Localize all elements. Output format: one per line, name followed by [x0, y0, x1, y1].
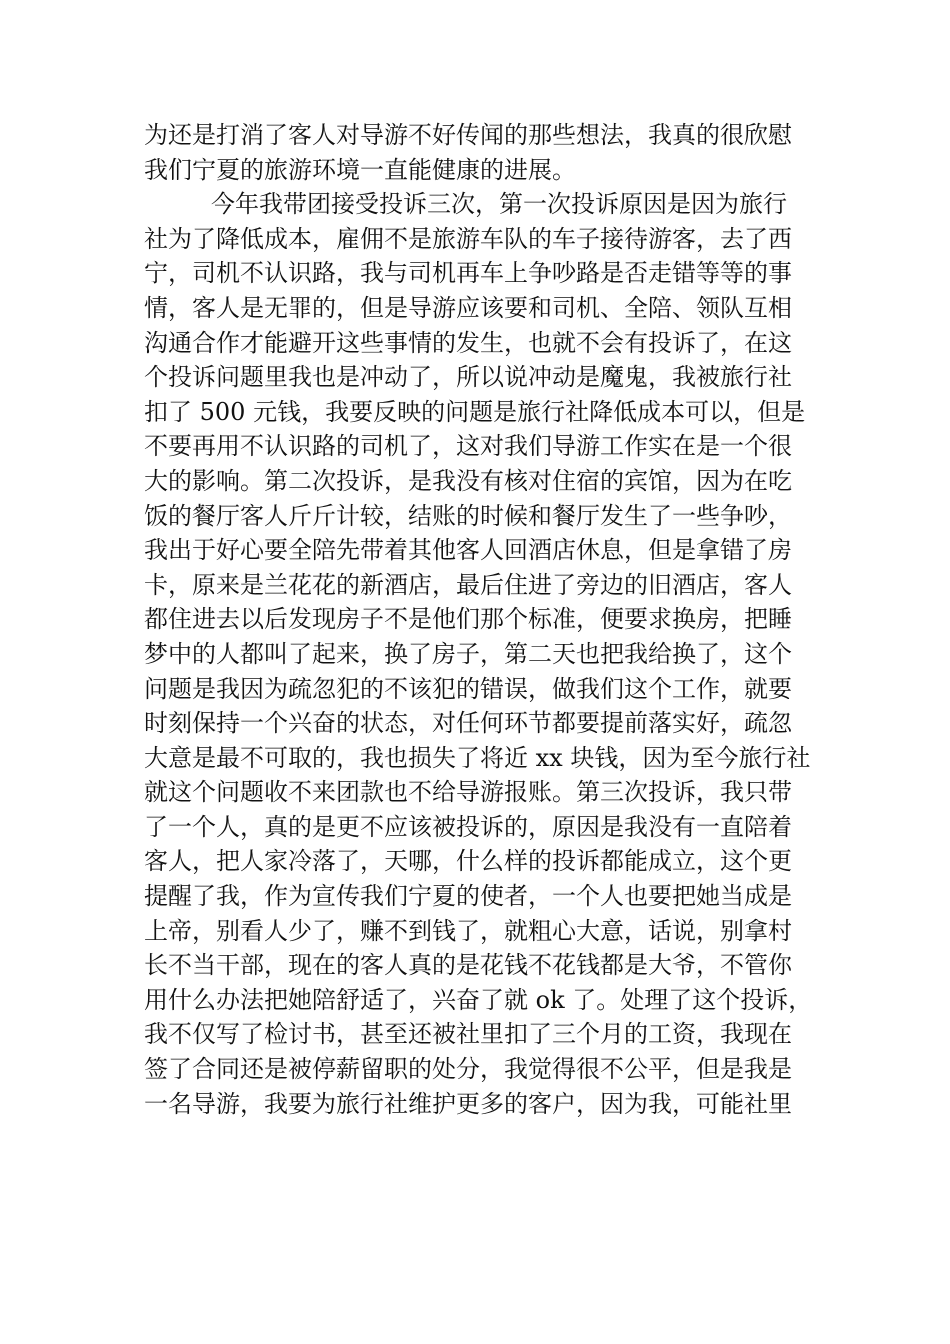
text-line: 沟通合作才能避开这些事情的发生，也就不会有投诉了，在这	[144, 328, 792, 357]
text-line: 情，客人是无罪的，但是导游应该要和司机、全陪、领队互相	[144, 293, 792, 322]
text-line: 就这个问题收不来团款也不给导游报账。第三次投诉，我只带	[144, 778, 792, 807]
text-line: 用什么办法把她陪舒适了，兴奋了就 ok 了。处理了这个投诉，	[144, 985, 813, 1014]
text-line: 扣了 500 元钱，我要反映的问题是旅行社降低成本可以，但是	[144, 397, 806, 426]
text-line: 卡，原来是兰花花的新酒店，最后住进了旁边的旧酒店，客人	[144, 570, 792, 599]
text-line: 大意是最不可取的，我也损失了将近 xx 块钱，因为至今旅行社	[144, 743, 811, 772]
text-line: 问题是我因为疏忽犯的不该犯的错误，做我们这个工作，就要	[144, 674, 792, 703]
text-line: 我们宁夏的旅游环境一直能健康的进展。	[144, 155, 576, 184]
text-line: 长不当干部，现在的客人真的是花钱不花钱都是大爷，不管你	[144, 951, 792, 980]
text-line: 社为了降低成本，雇佣不是旅游车队的车子接待游客，去了西	[144, 224, 792, 253]
text-line: 提醒了我，作为宣传我们宁夏的使者，一个人也要把她当成是	[144, 882, 792, 911]
text-line: 梦中的人都叫了起来，换了房子，第二天也把我给换了，这个	[144, 639, 792, 668]
text-line: 时刻保持一个兴奋的状态，对任何环节都要提前落实好，疏忽	[144, 709, 792, 738]
text-line: 签了合同还是被停薪留职的处分，我觉得很不公平，但是我是	[144, 1055, 792, 1084]
text-line: 我出于好心要全陪先带着其他客人回酒店休息，但是拿错了房	[144, 536, 792, 565]
text-line: 为还是打消了客人对导游不好传闻的那些想法，我真的很欣慰	[144, 121, 792, 149]
text-line: 我不仅写了检讨书，甚至还被社里扣了三个月的工资，我现在	[144, 1020, 792, 1049]
text-line: 饭的餐厅客人斤斤计较，结账的时候和餐厅发生了一些争吵，	[144, 501, 792, 530]
text-line: 客人，把人家冷落了，天哪，什么样的投诉都能成立，这个更	[144, 847, 792, 876]
text-line: 不要再用不认识路的司机了，这对我们导游工作实在是一个很	[144, 432, 792, 461]
text-line: 上帝，别看人少了，赚不到钱了，就粗心大意，话说，别拿村	[144, 916, 792, 945]
text-line: 个投诉问题里我也是冲动了，所以说冲动是魔鬼，我被旅行社	[144, 363, 792, 392]
text-line: 大的影响。第二次投诉，是我没有核对住宿的宾馆，因为在吃	[144, 466, 792, 495]
text-line: 一名导游，我要为旅行社维护更多的客户，因为我，可能社里	[144, 1089, 792, 1118]
paragraph-start-line: 今年我带团接受投诉三次，第一次投诉原因是因为旅行	[211, 190, 787, 219]
text-line: 了一个人，真的是更不应该被投诉的，原因是我没有一直陪着	[144, 812, 792, 841]
text-line: 都住进去以后发现房子不是他们那个标准，便要求换房，把睡	[144, 605, 792, 634]
text-line: 宁，司机不认识路，我与司机再车上争吵路是否走错等等的事	[144, 259, 792, 288]
body-text	[144, 118, 814, 1121]
